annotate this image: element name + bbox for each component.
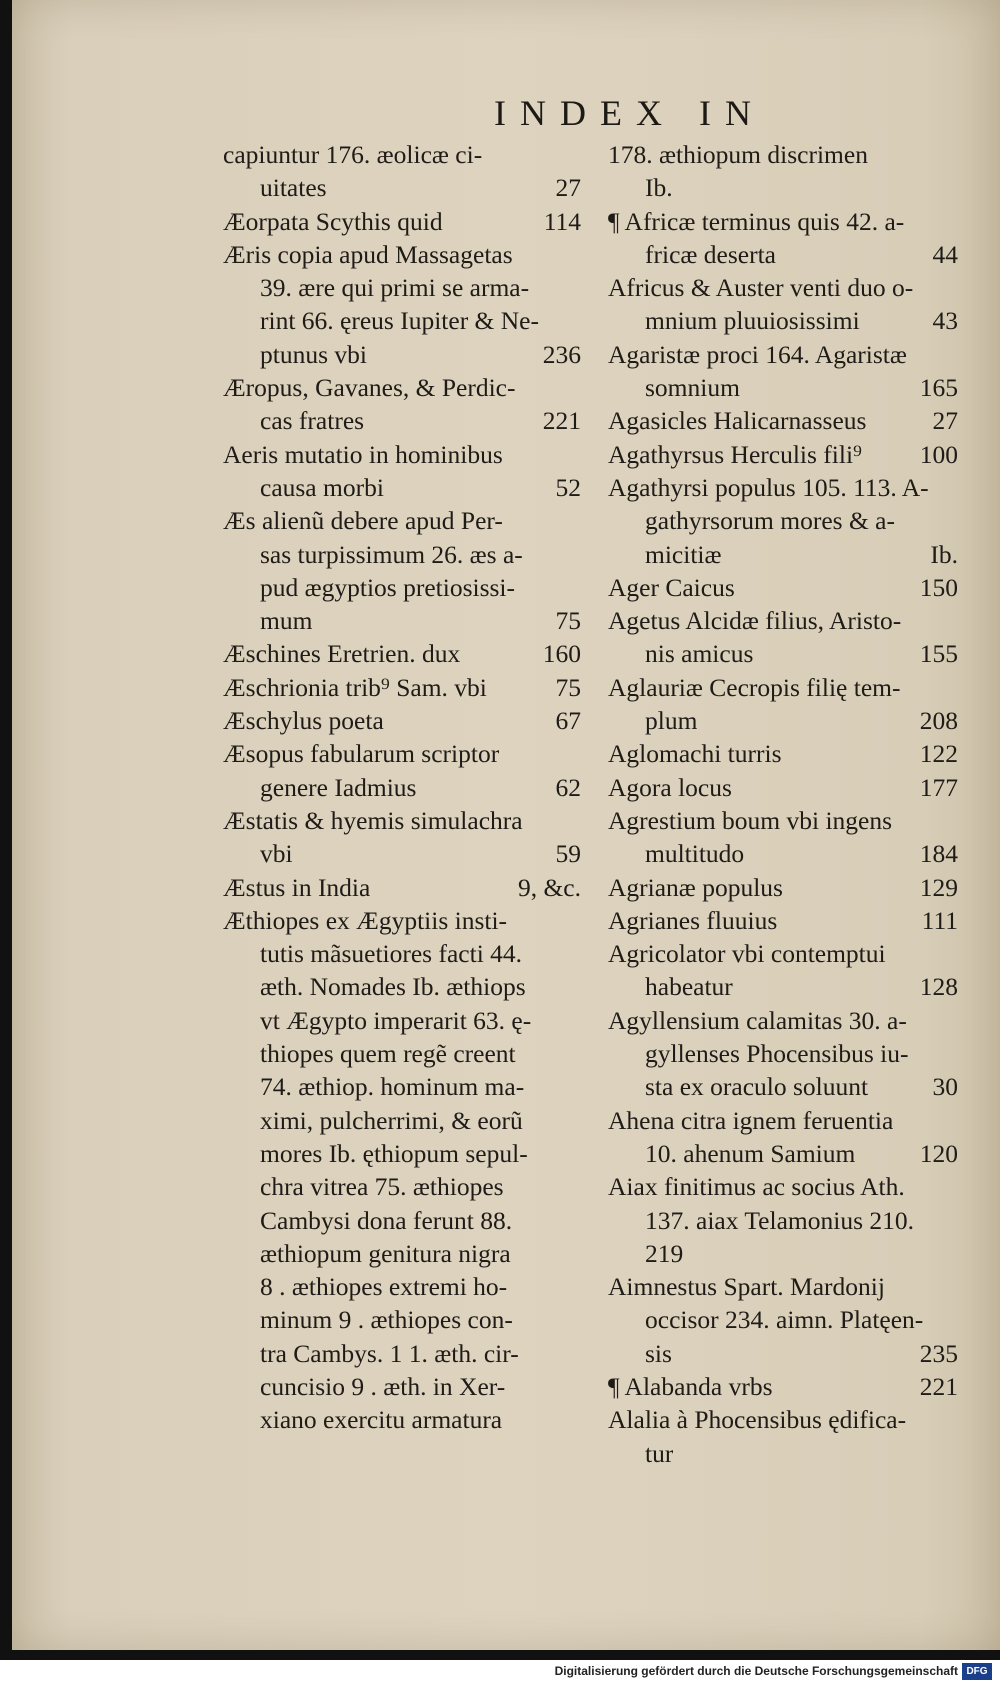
index-line <box>223 937 581 970</box>
entry-text: uitates <box>260 173 327 203</box>
entry-text: causa morbi <box>260 472 384 502</box>
index-line <box>223 871 581 904</box>
entry-text: thiopes quem regẽ creent <box>260 1039 516 1069</box>
page-reference: 43 <box>932 306 958 336</box>
entry-text: vt Ægypto imperarit 63. ę- <box>260 1005 532 1035</box>
index-entry <box>223 704 581 737</box>
index-line <box>223 1337 581 1370</box>
index-line <box>608 1403 958 1436</box>
index-line <box>608 338 958 371</box>
index-line <box>608 804 958 837</box>
index-line <box>608 504 958 537</box>
entry-text: 178. æthiopum discrimen <box>608 140 868 169</box>
page-reference: 221 <box>919 1371 958 1401</box>
index-line <box>608 571 958 604</box>
index-entry <box>608 338 958 405</box>
page-reference: 235 <box>919 1338 958 1368</box>
entry-text: tutis mãsuetiores facti 44. <box>260 939 523 969</box>
index-line <box>223 504 581 537</box>
index-line <box>608 1270 958 1303</box>
digitization-footer <box>0 1660 1000 1684</box>
page-reference: 177 <box>919 772 958 802</box>
entry-text: micitiæ <box>645 539 722 569</box>
entry-text: Agrestium boum vbi ingens <box>608 805 893 835</box>
index-line <box>608 737 958 770</box>
index-line <box>223 1004 581 1037</box>
entry-text: 219 <box>645 1238 684 1268</box>
index-line <box>608 404 958 437</box>
index-entry <box>608 804 958 871</box>
index-entry <box>608 138 958 205</box>
entry-text: 74. æthiop. hominum ma- <box>260 1072 525 1102</box>
index-line <box>608 371 958 404</box>
entry-text: 39. ære qui primi se arma- <box>260 273 530 303</box>
index-line <box>223 238 581 271</box>
index-line <box>608 1170 958 1203</box>
entry-text: Agora locus <box>608 772 732 802</box>
entry-text: Agyllensium calamitas 30. a- <box>608 1005 907 1035</box>
index-line <box>223 404 581 437</box>
entry-text: Æsopus fabularum scriptor <box>223 739 500 769</box>
entry-text: æth. Nomades Ib. æthiops <box>260 972 526 1002</box>
entry-text: minum 9 . æthiopes con- <box>260 1305 513 1335</box>
entry-text: Æorpata Scythis quid <box>223 206 443 236</box>
entry-text: 8 . æthiopes extremi ho- <box>260 1272 508 1302</box>
index-entry <box>608 1170 958 1270</box>
index-entry <box>608 871 958 904</box>
index-line <box>608 970 958 1003</box>
index-entry <box>608 904 958 937</box>
index-line <box>608 471 958 504</box>
entry-text: sta ex oraculo soluunt <box>645 1072 869 1102</box>
index-line <box>608 1104 958 1137</box>
index-line <box>223 205 581 238</box>
index-line <box>608 171 958 204</box>
page-reference: 236 <box>542 339 581 369</box>
entry-text: Alalia à Phocensibus ędifica- <box>608 1405 907 1435</box>
entry-text: genere Iadmius <box>260 772 417 802</box>
index-entry <box>608 1403 958 1470</box>
entry-text: Æstatis & hyemis simulachra <box>223 805 523 835</box>
entry-text: Africus & Auster venti duo o- <box>608 273 914 303</box>
index-line <box>608 671 958 704</box>
entry-text: pud ægyptios pretiosissi- <box>260 572 516 602</box>
page-reference: 75 <box>555 672 581 702</box>
entry-text: nis amicus <box>645 639 754 669</box>
index-line <box>223 1070 581 1103</box>
index-line <box>223 737 581 770</box>
entry-text: cas fratres <box>260 406 365 436</box>
entry-text: plum <box>645 706 698 736</box>
index-line <box>608 1004 958 1037</box>
index-line <box>223 1403 581 1436</box>
entry-text: cuncisio 9 . æth. in Xer- <box>260 1371 506 1401</box>
entry-text: rint 66. ęreus Iupiter & Ne- <box>260 306 539 336</box>
index-entry <box>223 637 581 670</box>
index-entry <box>608 1270 958 1370</box>
entry-text: Æris copia apud Massagetas <box>223 239 513 269</box>
entry-text: ¶ Africæ terminus quis 42. a- <box>608 206 905 236</box>
index-line <box>608 1070 958 1103</box>
index-line <box>608 1137 958 1170</box>
entry-text: Æschrionia trib⁹ Sam. vbi <box>223 672 487 702</box>
index-line <box>608 238 958 271</box>
page-reference: 111 <box>921 905 958 935</box>
entry-text: ptunus vbi <box>260 339 367 369</box>
index-line <box>608 837 958 870</box>
index-line <box>608 271 958 304</box>
index-line <box>223 338 581 371</box>
page-reference: 160 <box>542 639 581 669</box>
index-entry <box>608 471 958 571</box>
entry-text: 10. ahenum Samium <box>645 1138 856 1168</box>
index-line <box>608 1370 958 1403</box>
index-entry <box>223 671 581 704</box>
index-line <box>223 1303 581 1336</box>
index-line <box>608 138 958 171</box>
index-entry <box>223 238 581 371</box>
index-line <box>608 1237 958 1270</box>
page-reference: 122 <box>919 739 958 769</box>
index-line <box>223 1037 581 1070</box>
entry-text: habeatur <box>645 972 733 1002</box>
index-entry <box>608 771 958 804</box>
entry-text: Aiax finitimus ac socius Ath. <box>608 1172 905 1202</box>
index-line <box>608 438 958 471</box>
index-entry <box>608 737 958 770</box>
entry-text: Ager Caicus <box>608 572 735 602</box>
entry-text: xiano exercitu armatura <box>260 1405 503 1435</box>
index-line <box>608 205 958 238</box>
page-reference: 100 <box>919 439 958 469</box>
index-line <box>223 671 581 704</box>
index-entry <box>223 871 581 904</box>
index-line <box>223 1170 581 1203</box>
entry-text: Aglomachi turris <box>608 739 782 769</box>
entry-text: sas turpissimum 26. æs a- <box>260 539 523 569</box>
index-line <box>608 904 958 937</box>
index-line <box>223 704 581 737</box>
entry-text: Æschines Eretrien. dux <box>223 639 461 669</box>
index-entry <box>608 271 958 338</box>
index-line <box>223 538 581 571</box>
index-entry <box>223 737 581 804</box>
page-reference: 44 <box>932 239 958 269</box>
page-reference: 120 <box>919 1138 958 1168</box>
index-line <box>223 804 581 837</box>
index-entry <box>223 804 581 871</box>
index-line <box>608 1337 958 1370</box>
page-reference: 59 <box>555 839 581 869</box>
page-reference: 150 <box>919 572 958 602</box>
index-line <box>608 1204 958 1237</box>
index-line <box>608 704 958 737</box>
index-line <box>223 171 581 204</box>
running-head: INDEX IN <box>494 93 765 133</box>
index-line <box>608 304 958 337</box>
index-line <box>608 771 958 804</box>
entry-text: vbi <box>260 839 293 869</box>
index-entry <box>223 138 581 205</box>
index-line <box>223 1270 581 1303</box>
entry-text: Agrianes fluuius <box>608 905 778 935</box>
entry-text: sis <box>645 1338 672 1368</box>
page-reference: 128 <box>919 972 958 1002</box>
entry-text: mum <box>260 606 313 636</box>
index-line <box>223 1237 581 1270</box>
entry-text: ximi, pulcherrimi, & eorũ <box>260 1105 523 1135</box>
entry-text: Agasicles Halicarnasseus <box>608 406 867 436</box>
entry-text: mores Ib. ęthiopum sepul- <box>260 1138 528 1168</box>
index-line <box>223 571 581 604</box>
entry-text: Agrianæ populus <box>608 872 783 902</box>
page-reference: 62 <box>555 772 581 802</box>
entry-text: Ahena citra ignem feruentia <box>608 1105 894 1135</box>
index-line <box>223 138 581 171</box>
index-line <box>223 904 581 937</box>
index-column-right <box>608 138 958 1470</box>
index-entry <box>608 438 958 471</box>
entry-text: Agathyrsi populus 105. 113. A- <box>608 472 929 502</box>
index-line <box>223 637 581 670</box>
entry-text: Æstus in India <box>223 872 371 902</box>
index-line <box>608 1437 958 1470</box>
index-line <box>223 837 581 870</box>
page-reference: 155 <box>919 639 958 669</box>
entry-text: Aimnestus Spart. Mardonij <box>608 1272 885 1302</box>
dfg-logo: DFG <box>962 1663 992 1680</box>
index-line <box>608 1037 958 1070</box>
entry-text: multitudo <box>645 839 745 869</box>
index-line <box>223 970 581 1003</box>
index-line <box>608 637 958 670</box>
index-entry <box>608 571 958 604</box>
index-line <box>223 604 581 637</box>
entry-text: gyllenses Phocensibus iu- <box>645 1039 909 1069</box>
page-reference: 9, &c. <box>517 872 581 902</box>
page-reference: 129 <box>919 872 958 902</box>
index-line <box>223 1137 581 1170</box>
index-entry <box>608 1104 958 1171</box>
page-reference: 67 <box>555 706 581 736</box>
index-line <box>223 438 581 471</box>
entry-text: tra Cambys. 1 1. æth. cir- <box>260 1338 519 1368</box>
index-line <box>608 1303 958 1336</box>
dfg-credit-text: Digitalisierung gefördert durch die Deutsche Forschungsgemeinschaft <box>554 1664 958 1678</box>
entry-text: Æropus, Gavanes, & Perdic- <box>223 373 516 403</box>
entry-text: somnium <box>645 373 740 403</box>
index-entry <box>608 671 958 738</box>
page-reference: 75 <box>555 606 581 636</box>
entry-text: Æschylus poeta <box>223 706 384 736</box>
index-line <box>223 304 581 337</box>
index-entry <box>608 205 958 272</box>
page-reference: 184 <box>919 839 958 869</box>
entry-text: Æs alienũ debere apud Per- <box>223 506 503 536</box>
index-column-left <box>223 138 581 1437</box>
index-entry <box>608 1004 958 1104</box>
page-reference: 208 <box>919 706 958 736</box>
index-entry <box>223 205 581 238</box>
entry-text: Cambysi dona ferunt 88. <box>260 1205 513 1235</box>
index-line <box>223 771 581 804</box>
page-reference: Ib. <box>930 539 958 569</box>
entry-text: Æthiopes ex Ægyptiis insti- <box>223 905 508 935</box>
entry-text: Aglauriæ Cecropis filię tem- <box>608 672 901 702</box>
page-reference: 114 <box>543 206 581 236</box>
index-line <box>608 604 958 637</box>
entry-text: fricæ deserta <box>645 239 776 269</box>
entry-text: chra vitrea 75. æthiopes <box>260 1172 504 1202</box>
index-entry <box>223 438 581 505</box>
index-line <box>608 538 958 571</box>
index-line <box>608 871 958 904</box>
entry-text: mnium pluuiosissimi <box>645 306 860 336</box>
index-entry <box>223 371 581 438</box>
entry-text: capiuntur 176. æolicæ ci- <box>223 140 483 169</box>
page-reference: 221 <box>542 406 581 436</box>
index-line <box>223 271 581 304</box>
index-line <box>223 371 581 404</box>
entry-text: Agetus Alcidæ filius, Aristo- <box>608 606 902 636</box>
entry-text: Agathyrsus Herculis fili⁹ <box>608 439 862 469</box>
index-entry <box>608 1370 958 1403</box>
index-entry <box>223 904 581 1437</box>
index-line <box>223 471 581 504</box>
entry-text: ¶ Alabanda vrbs <box>608 1371 773 1401</box>
entry-text: æthiopum genitura nigra <box>260 1238 511 1268</box>
entry-text: occisor 234. aimn. Platęen- <box>645 1305 924 1335</box>
index-line <box>608 937 958 970</box>
page-reference: 27 <box>555 173 581 203</box>
index-entry <box>608 604 958 671</box>
entry-text: Aeris mutatio in hominibus <box>223 439 503 469</box>
index-line <box>223 1104 581 1137</box>
index-entry <box>223 504 581 637</box>
page-reference: 30 <box>932 1072 958 1102</box>
index-line <box>223 1204 581 1237</box>
page-reference: 27 <box>932 406 958 436</box>
entry-text: Agaristæ proci 164. Agaristæ <box>608 339 907 369</box>
entry-text: 137. aiax Telamonius 210. <box>645 1205 914 1235</box>
index-entry <box>608 937 958 1004</box>
index-line <box>223 1370 581 1403</box>
page-reference: 52 <box>555 472 581 502</box>
page-reference: 165 <box>919 373 958 403</box>
entry-text: tur <box>645 1438 674 1468</box>
entry-text: Ib. <box>645 173 673 203</box>
index-entry <box>608 404 958 437</box>
entry-text: Agricolator vbi contemptui <box>608 939 886 969</box>
entry-text: gathyrsorum mores & a- <box>645 506 895 536</box>
